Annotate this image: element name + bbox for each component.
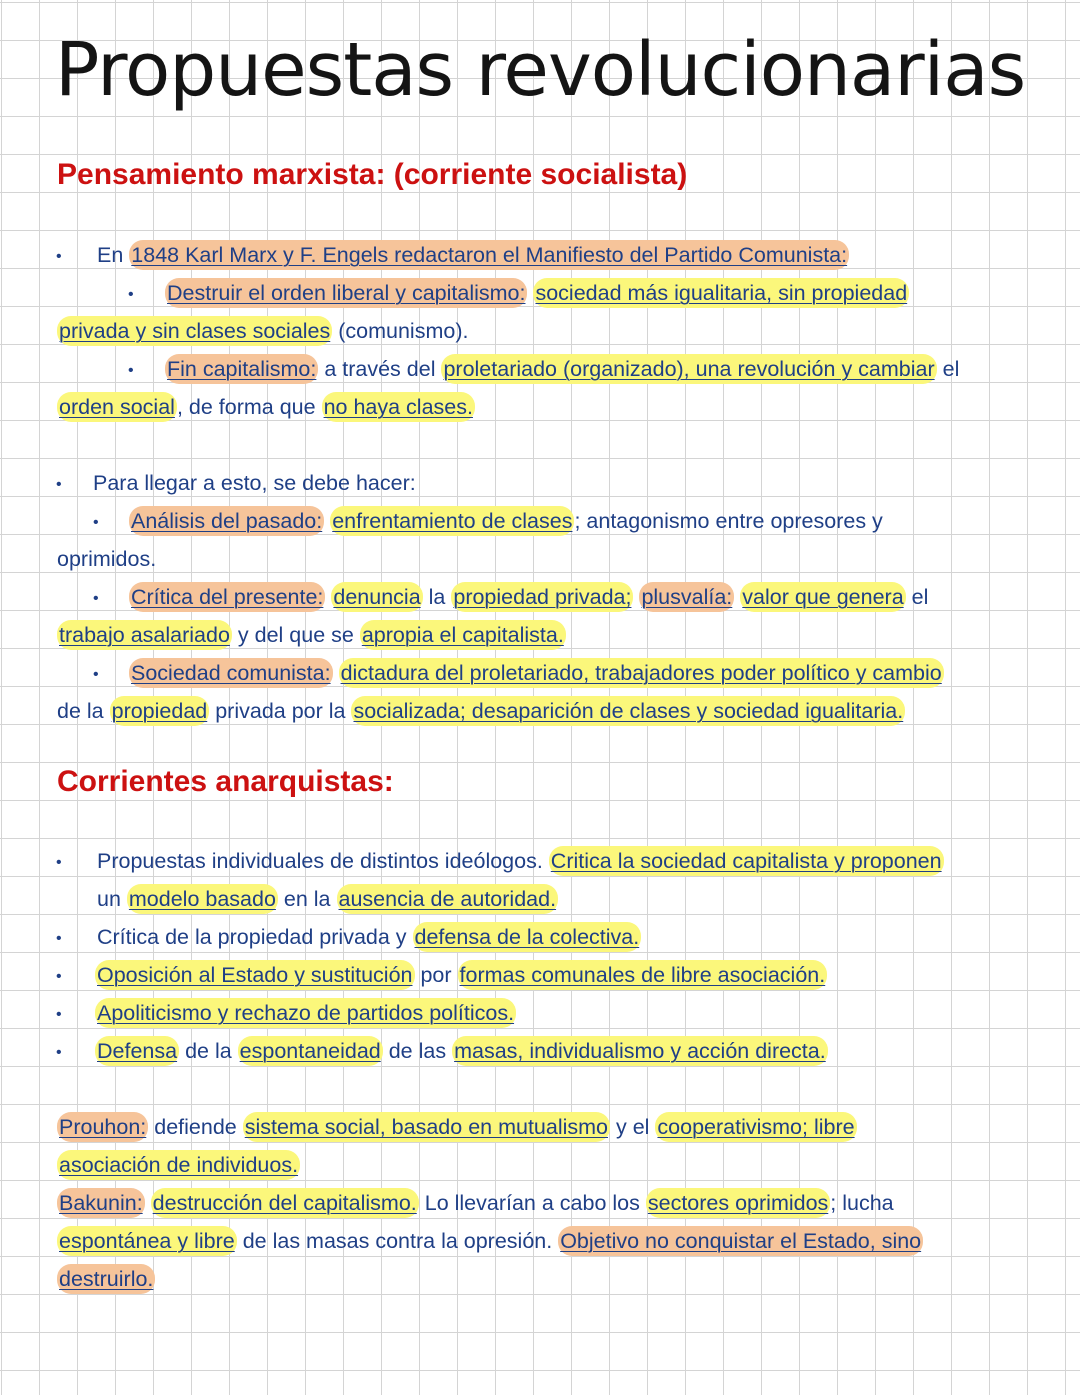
marx-sub-5 <box>129 658 944 688</box>
highlight-yellow: destrucción del capitalismo. <box>151 1188 419 1218</box>
sub-bullet-dot: • <box>93 514 99 531</box>
bullet-dot: • <box>56 248 62 265</box>
text-segment: en la <box>277 887 337 911</box>
highlight-orange: Objetivo no conquistar el Estado, sino <box>558 1226 923 1256</box>
highlight-yellow: ausencia de autoridad. <box>337 884 559 914</box>
highlight-orange: Fin capitalismo: <box>165 354 318 384</box>
bakunin-line-2 <box>57 1226 923 1256</box>
marx-sub-2 <box>165 354 959 384</box>
text-segment: y <box>389 925 413 949</box>
highlight-yellow: proletariado (organizado), una revolución y cambiar <box>441 354 936 384</box>
bullet-dot: • <box>56 930 62 947</box>
bakunin-line-3 <box>57 1264 155 1294</box>
text-segment: de las masas contra la opresión. <box>236 1229 559 1253</box>
marx-bullet-1 <box>97 240 849 270</box>
text-segment: un <box>97 887 127 911</box>
anarq-bullet-1-cont <box>97 884 558 914</box>
highlight-orange: Prouhon: <box>57 1112 148 1142</box>
highlight-yellow: espontaneidad <box>238 1036 383 1066</box>
highlight-yellow: formas comunales de libre asociación. <box>458 960 828 990</box>
highlight-yellow: sistema social, basado en mutualismo <box>243 1112 610 1142</box>
highlight-yellow: apropia el capitalista. <box>360 620 566 650</box>
highlight-orange: Sociedad comunista: <box>129 658 333 688</box>
text-segment: Propuestas individuales de distintos ideólogos. <box>97 849 549 873</box>
highlight-yellow: defensa de la colectiva. <box>413 922 642 952</box>
highlight-yellow: espontánea y libre <box>57 1226 237 1256</box>
bullet-dot: • <box>56 476 62 493</box>
bullet-dot: • <box>56 1044 62 1061</box>
bullet-dot: • <box>56 968 62 985</box>
text-segment: ; lucha <box>830 1191 894 1215</box>
highlight-yellow: Defensa <box>95 1036 179 1066</box>
marx-sub-1 <box>165 278 909 308</box>
highlight-yellow: privada y sin clases sociales <box>57 316 332 346</box>
text-segment: y el <box>610 1115 656 1139</box>
highlight-yellow: propiedad privada; <box>451 582 633 612</box>
highlight-yellow: no haya clases. <box>322 392 475 422</box>
text-segment: por <box>414 963 458 987</box>
text-segment: privada por la <box>209 699 352 723</box>
bullet-dot: • <box>56 854 62 871</box>
highlight-yellow: valor que genera <box>740 582 905 612</box>
text-segment <box>333 661 339 685</box>
sub-bullet-dot: • <box>93 590 99 607</box>
highlight-yellow: asociación de individuos. <box>57 1150 300 1180</box>
text-segment: , de forma que <box>176 395 322 419</box>
highlight-orange: plusvalía: <box>639 582 734 612</box>
highlight-yellow: cooperativismo; libre <box>655 1112 856 1142</box>
bullet-dot: • <box>56 1006 62 1023</box>
sub-bullet-dot: • <box>128 362 134 379</box>
text-segment: de la <box>179 1039 238 1063</box>
text-segment: de las <box>382 1039 453 1063</box>
text-segment: Crítica de la propiedad privada <box>97 925 390 949</box>
text-segment: de la <box>57 699 110 723</box>
text-segment: (comunismo). <box>332 319 469 343</box>
highlight-yellow: masas, individualismo y acción directa. <box>452 1036 828 1066</box>
marx-sub-3 <box>129 506 883 536</box>
marx-sub-4 <box>129 582 928 612</box>
proudhon-line-1 <box>57 1112 857 1142</box>
sub-bullet-dot: • <box>93 666 99 683</box>
text-segment: Para llegar a esto, se debe hacer: <box>93 471 416 495</box>
sub-bullet-dot: • <box>128 286 134 303</box>
highlight-yellow: trabajo asalariado <box>57 620 232 650</box>
highlight-orange: Crítica del presente: <box>129 582 325 612</box>
text-segment: En <box>97 243 130 267</box>
marx-sub-4-cont <box>57 620 566 650</box>
highlight-yellow: propiedad <box>110 696 210 726</box>
marx-sub-2-cont <box>57 392 475 422</box>
highlight-yellow: orden social <box>57 392 177 422</box>
text-segment: oprimidos. <box>57 547 157 571</box>
highlight-yellow: Apoliticismo y rechazo de partidos políticos. <box>95 998 516 1028</box>
highlight-yellow: Critica la sociedad capitalista y proponen <box>549 846 944 876</box>
highlight-orange: 1848 Karl Marx y F. Engels redactaron el Manifiesto del Partido Comunista: <box>129 240 849 270</box>
marx-bullet-2 <box>93 468 416 498</box>
highlight-yellow: socializada; desaparición de clases y sociedad igualitaria. <box>351 696 905 726</box>
text-segment: y del que se <box>231 623 360 647</box>
anarq-bullet-3 <box>95 960 827 990</box>
text-segment: a través del <box>318 357 442 381</box>
highlight-yellow: sectores oprimidos <box>646 1188 830 1218</box>
highlight-yellow: sociedad más igualitaria, sin propiedad <box>533 278 909 308</box>
anarq-bullet-4 <box>95 998 516 1028</box>
highlight-orange: Análisis del pasado: <box>129 506 324 536</box>
text-segment: Lo llevarían a cabo los <box>418 1191 646 1215</box>
anarq-bullet-2 <box>97 922 641 952</box>
marx-sub-3-cont <box>57 544 156 574</box>
highlight-orange: destruirlo. <box>57 1264 155 1294</box>
highlight-yellow: enfrentamiento de clases <box>330 506 574 536</box>
highlight-yellow: denuncia <box>331 582 422 612</box>
text-segment: la <box>422 585 452 609</box>
anarq-bullet-1 <box>97 846 944 876</box>
text-segment: el <box>905 585 929 609</box>
marx-sub-5-cont <box>57 696 905 726</box>
highlight-yellow: modelo basado <box>127 884 278 914</box>
page-title: Propuestas revolucionarias <box>54 27 1026 113</box>
text-segment: defiende <box>148 1115 243 1139</box>
highlight-yellow: dictadura del proletariado, trabajadores poder político y cambio <box>339 658 944 688</box>
marx-sub-1-cont <box>57 316 468 346</box>
highlight-orange: Destruir el orden liberal y capitalismo: <box>165 278 527 308</box>
proudhon-line-2 <box>57 1150 300 1180</box>
section-heading-marxismo: Pensamiento marxista: (corriente socialista) <box>57 158 688 191</box>
bakunin-line-1 <box>57 1188 894 1218</box>
section-heading-anarquismo: Corrientes anarquistas: <box>57 765 394 798</box>
highlight-yellow: Oposición al Estado y sustitución <box>95 960 415 990</box>
text-segment: ; antagonismo entre opresores y <box>574 509 883 533</box>
anarq-bullet-5 <box>95 1036 828 1066</box>
text-segment: el <box>936 357 960 381</box>
text-segment <box>145 1191 151 1215</box>
highlight-orange: Bakunin: <box>57 1188 145 1218</box>
